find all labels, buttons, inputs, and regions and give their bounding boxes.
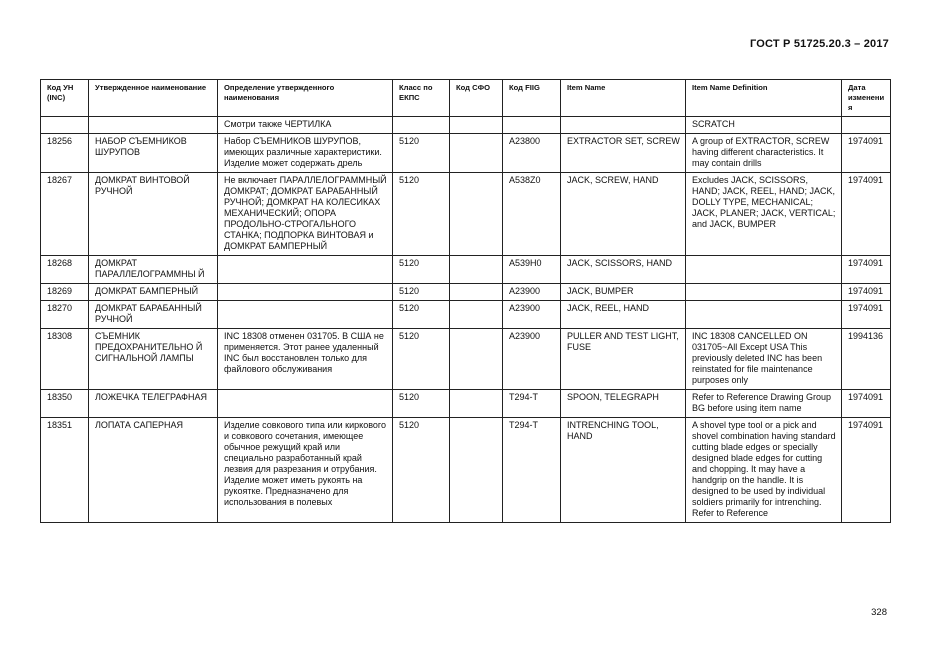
cell-definition-en: INC 18308 CANCELLED ON 031705~All Except USA This previously deleted INC has been reinstated for file maintenance purposes only [686, 329, 842, 390]
continuation-definition-en: SCRATCH [686, 117, 842, 134]
cell-definition-en: A group of EXTRACTOR, SCREW having different characteristics. It may contain drills [686, 134, 842, 173]
cell-name-ru: ДОМКРАТ ПАРАЛЛЕЛОГРАММНЫ Й [89, 256, 218, 284]
col-header-definition-ru: Определение утвержденного наименования [218, 80, 393, 117]
cell-inc: 18267 [41, 173, 89, 256]
table-row [41, 329, 891, 390]
cell-date: 1974091 [842, 390, 891, 418]
cell-definition-en [686, 301, 842, 329]
cell-sfo [450, 173, 503, 256]
table-row [41, 390, 891, 418]
table-row [41, 256, 891, 284]
cell-fiig: T294-T [503, 390, 561, 418]
cell-inc: 18268 [41, 256, 89, 284]
cell-item-name: INTRENCHING TOOL, HAND [561, 418, 686, 523]
cell-definition-ru [218, 284, 393, 301]
cell-sfo [450, 329, 503, 390]
cell-name-ru: НАБОР СЪЕМНИКОВ ШУРУПОВ [89, 134, 218, 173]
cell-class: 5120 [393, 418, 450, 523]
cell-item-name: SPOON, TELEGRAPH [561, 390, 686, 418]
cell-definition-en [686, 256, 842, 284]
nomenclature-table [40, 79, 891, 523]
table-row [41, 173, 891, 256]
continuation-row [41, 117, 891, 134]
cell-item-name: JACK, REEL, HAND [561, 301, 686, 329]
cell-class: 5120 [393, 390, 450, 418]
cell-sfo [450, 284, 503, 301]
cell-name-ru: ДОМКРАТ БАРАБАННЫЙ РУЧНОЙ [89, 301, 218, 329]
cell-date: 1974091 [842, 256, 891, 284]
col-header-class: Класс по ЕКПС [393, 80, 450, 117]
cell-definition-en: Refer to Reference Drawing Group BG before using item name [686, 390, 842, 418]
cell-item-name: JACK, SCISSORS, HAND [561, 256, 686, 284]
cell-fiig: A23900 [503, 301, 561, 329]
cell-name-ru: ЛОЖЕЧКА ТЕЛЕГРАФНАЯ [89, 390, 218, 418]
cell-name-ru: ДОМКРАТ ВИНТОВОЙ РУЧНОЙ [89, 173, 218, 256]
cell-definition-ru: Набор СЪЕМНИКОВ ШУРУПОВ, имеющих различные характеристики. Изделие может содержать дрель [218, 134, 393, 173]
cell-item-name: JACK, BUMPER [561, 284, 686, 301]
cell-item-name: JACK, SCREW, HAND [561, 173, 686, 256]
cell-definition-ru: Не включает ПАРАЛЛЕЛОГРАММНЫЙ ДОМКРАТ; ДОМКРАТ БАРАБАННЫЙ РУЧНОЙ; ДОМКРАТ НА КОЛЕСИКАХ МЕХАНИЧЕСКИЙ; ОПОРА ПРОДОЛЬНО-СТРОГАЛЬНОГО СТАНКА; ПОДПОРКА ВИНТОВАЯ и ДОМКРАТ БАМПЕРНЫЙ [218, 173, 393, 256]
cell-class: 5120 [393, 173, 450, 256]
cell-date: 1974091 [842, 284, 891, 301]
cell-inc: 18351 [41, 418, 89, 523]
cell-inc: 18270 [41, 301, 89, 329]
cell-name-ru: СЪЕМНИК ПРЕДОХРАНИТЕЛЬНО Й СИГНАЛЬНОЙ ЛАМПЫ [89, 329, 218, 390]
cell-fiig: T294-T [503, 418, 561, 523]
cell-sfo [450, 301, 503, 329]
cell-definition-en: A shovel type tool or a pick and shovel combination having standard cutting blade edges or specially designed blade edges for cutting and chopping. It may have a handgrip on the handle. It is designed to be used by individual soldiers primarily for intrenching. Refer to Reference [686, 418, 842, 523]
cell-fiig: A23900 [503, 284, 561, 301]
col-header-definition-en: Item Name Definition [686, 80, 842, 117]
table-row [41, 418, 891, 523]
table-header-row [41, 80, 891, 117]
cell-date: 1974091 [842, 173, 891, 256]
cell-definition-ru [218, 390, 393, 418]
col-header-fiig: Код FIIG [503, 80, 561, 117]
cell-class: 5120 [393, 301, 450, 329]
cell-date: 1974091 [842, 134, 891, 173]
document-code: ГОСТ Р 51725.20.3 – 2017 [749, 38, 889, 50]
cell-class: 5120 [393, 329, 450, 390]
page-number: 328 [871, 607, 887, 618]
cell-sfo [450, 390, 503, 418]
table-row [41, 134, 891, 173]
cell-name-ru: ЛОПАТА САПЕРНАЯ [89, 418, 218, 523]
cell-class: 5120 [393, 284, 450, 301]
cell-definition-ru: Изделие совкового типа или киркового и совкового сочетания, имеющее обычное режущий край или специально разработанный край лезвия для разрезания и отрубания. Изделие может иметь рукоять на рукоятке. Предназначено для использования в полевых [218, 418, 393, 523]
cell-sfo [450, 256, 503, 284]
cell-sfo [450, 134, 503, 173]
table-row [41, 284, 891, 301]
col-header-name-ru: Утвержденное наименование [89, 80, 218, 117]
cell-inc: 18350 [41, 390, 89, 418]
cell-date: 1994136 [842, 329, 891, 390]
cell-sfo [450, 418, 503, 523]
cell-inc: 18269 [41, 284, 89, 301]
col-header-date: Дата изменения [842, 80, 891, 117]
cell-item-name: PULLER AND TEST LIGHT, FUSE [561, 329, 686, 390]
col-header-item-name: Item Name [561, 80, 686, 117]
cell-definition-en: Excludes JACK, SCISSORS, HAND; JACK, REEL, HAND; JACK, DOLLY TYPE, MECHANICAL; JACK, PLANER; JACK, VERTICAL; and JACK, BUMPER [686, 173, 842, 256]
cell-fiig: A538Z0 [503, 173, 561, 256]
cell-date: 1974091 [842, 418, 891, 523]
cell-fiig: A539H0 [503, 256, 561, 284]
cell-definition-ru: INC 18308 отменен 031705. В США не применяется. Этот ранее удаленный INC был восстановлен только для файлового обслуживания [218, 329, 393, 390]
cell-item-name: EXTRACTOR SET, SCREW [561, 134, 686, 173]
col-header-inc: Код УН (INC) [41, 80, 89, 117]
cell-definition-en [686, 284, 842, 301]
cell-definition-ru [218, 256, 393, 284]
cell-name-ru: ДОМКРАТ БАМПЕРНЫЙ [89, 284, 218, 301]
continuation-definition-ru: Смотри также ЧЕРТИЛКА [218, 117, 393, 134]
cell-class: 5120 [393, 256, 450, 284]
table-row [41, 301, 891, 329]
cell-date: 1974091 [842, 301, 891, 329]
cell-fiig: A23800 [503, 134, 561, 173]
cell-class: 5120 [393, 134, 450, 173]
cell-fiig: A23900 [503, 329, 561, 390]
cell-definition-ru [218, 301, 393, 329]
col-header-sfo: Код СФО [450, 80, 503, 117]
cell-inc: 18256 [41, 134, 89, 173]
cell-inc: 18308 [41, 329, 89, 390]
